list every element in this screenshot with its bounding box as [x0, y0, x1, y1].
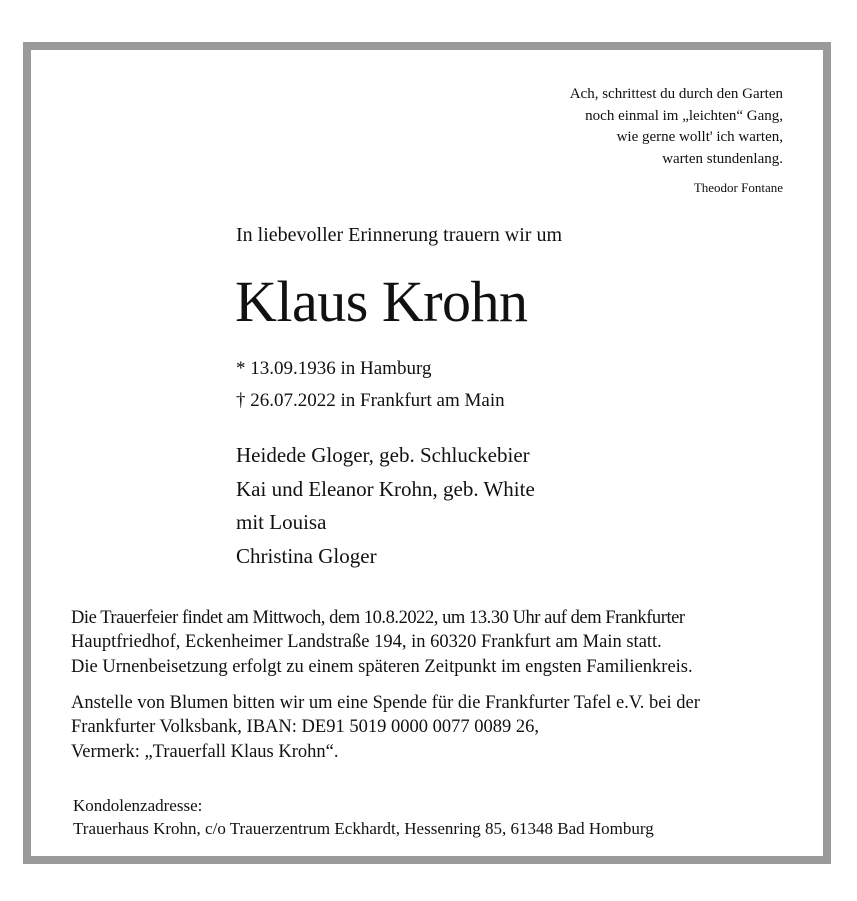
quote-author: Theodor Fontane [693, 180, 783, 195]
quote-line: wie gerne wollt' ich warten, [616, 129, 783, 145]
obituary-frame [23, 42, 831, 864]
death-date: † 26.07.2022 in Frankfurt am Main [236, 390, 505, 411]
ceremony-line: Hauptfriedhof, Eckenheimer Landstraße 194, in 60320 Frankfurt am Main statt. [71, 632, 662, 653]
donation-paragraph [71, 691, 803, 764]
condolence-address-text: Trauerhaus Krohn, c/o Trauerzentrum Eckhardt, Hessenring 85, 61348 Bad Homburg [73, 819, 654, 838]
mourners-list [236, 439, 535, 573]
condolence-address [73, 794, 654, 840]
donation-line: Frankfurter Volksbank, IBAN: DE91 5019 0000 0077 0089 26, [71, 717, 539, 738]
life-dates [236, 353, 505, 417]
mourner: Christina Gloger [236, 543, 377, 568]
poem-quote [570, 84, 783, 170]
mourner: Heidede Gloger, geb. Schluckebier [236, 443, 530, 467]
mourner: Kai und Eleanor Krohn, geb. White [236, 476, 535, 501]
ceremony-paragraph [71, 606, 803, 679]
quote-line: Ach, schrittest du durch den Garten [569, 86, 783, 102]
birth-date: * 13.09.1936 in Hamburg [236, 358, 432, 379]
condolence-label: Kondolenzadresse: [73, 796, 203, 815]
ceremony-line: Die Urnenbeisetzung erfolgt zu einem späteren Zeitpunkt im engsten Familienkreis. [71, 656, 693, 677]
intro-text: In liebevoller Erinnerung trauern wir um [236, 224, 562, 246]
ceremony-line: Die Trauerfeier findet am Mittwoch, dem 10.8.2022, um 13.30 Uhr auf dem Frankfurter [71, 608, 685, 628]
quote-line: warten stundenlang. [662, 150, 783, 167]
donation-line: Anstelle von Blumen bitten wir um eine Spende für die Frankfurter Tafel e.V. bei der [71, 693, 700, 713]
donation-line: Vermerk: „Trauerfall Klaus Krohn“. [71, 741, 339, 762]
deceased-name: Klaus Krohn [235, 269, 528, 334]
quote-line: noch einmal im „leichten“ Gang, [585, 107, 783, 124]
mourner: mit Louisa [236, 510, 327, 534]
